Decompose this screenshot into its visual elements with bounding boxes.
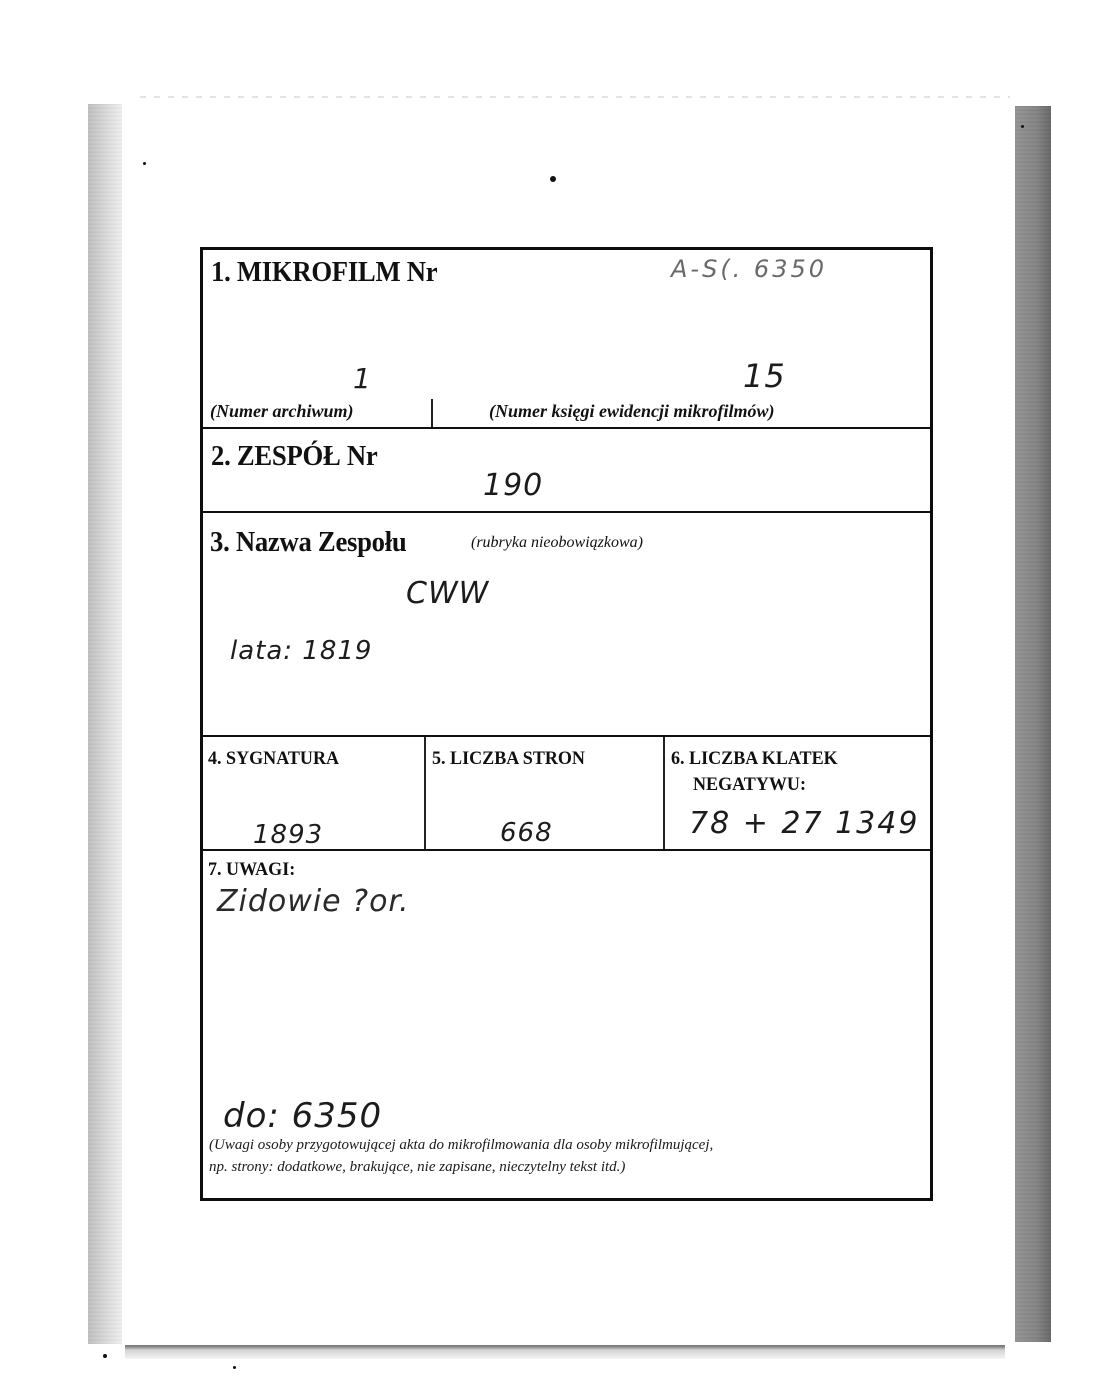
section7-handwritten-note: Zidowie ?or. <box>217 884 410 919</box>
scan-speck <box>1021 125 1024 128</box>
scan-edge-right <box>1015 106 1051 1342</box>
section3-value: CWW <box>406 576 490 611</box>
section7-handwritten-bottom: do: 6350 <box>223 1096 383 1136</box>
section1-label: 1. MIKROFILM Nr <box>211 256 438 288</box>
archive-number-caption: (Numer archiwum) <box>210 401 354 421</box>
register-number-caption: (Numer księgi ewidencji mikrofilmów) <box>489 401 775 421</box>
section6-label-line2: NEGATYWU: <box>693 774 806 795</box>
section5-value: 668 <box>500 818 553 848</box>
divider-row3 <box>203 735 930 737</box>
divider-row2 <box>203 511 930 513</box>
section6-value: 78 + 27 1349 <box>689 806 920 841</box>
section3-label: 3. Nazwa Zespołu <box>210 526 407 558</box>
section2-value: 190 <box>483 468 544 503</box>
scan-edge-left <box>88 104 122 1344</box>
divider-row1 <box>203 427 930 429</box>
divider-col1 <box>424 737 426 849</box>
section7-footnote-line2: np. strony: dodatkowe, brakujące, nie zapisane, nieczytelny tekst itd.) <box>209 1159 626 1175</box>
scan-edge-bottom <box>125 1345 1005 1359</box>
section7-label: 7. UWAGI: <box>208 859 296 880</box>
archive-number-value: 1 <box>353 362 372 395</box>
section7-footnote-line1: (Uwagi osoby przygotowującej akta do mikrofilmowania dla osoby mikrofilmującej, <box>209 1137 714 1153</box>
divider-col2 <box>663 737 665 849</box>
section4-value: 1893 <box>253 820 324 850</box>
section6-label-line1: 6. LICZBA KLATEK <box>671 748 838 769</box>
scan-speck <box>103 1354 107 1358</box>
register-number-value: 15 <box>743 357 786 395</box>
section2-label: 2. ZESPÓŁ Nr <box>211 440 378 472</box>
microfilm-record-form <box>200 247 933 1201</box>
section5-label: 5. LICZBA STRON <box>432 748 585 769</box>
section4-label: 4. SYGNATURA <box>208 748 340 769</box>
scan-edge-top <box>140 96 1010 98</box>
divider-archive-register <box>431 399 433 427</box>
section3-hint: (rubryka nieobowiązkowa) <box>471 534 643 551</box>
section3-note: lata: 1819 <box>230 636 373 666</box>
scan-speck <box>233 1366 236 1369</box>
section1-handwritten-number: A-S(. 6350 <box>671 255 828 283</box>
scan-speck <box>550 176 556 182</box>
scan-speck <box>143 162 146 165</box>
